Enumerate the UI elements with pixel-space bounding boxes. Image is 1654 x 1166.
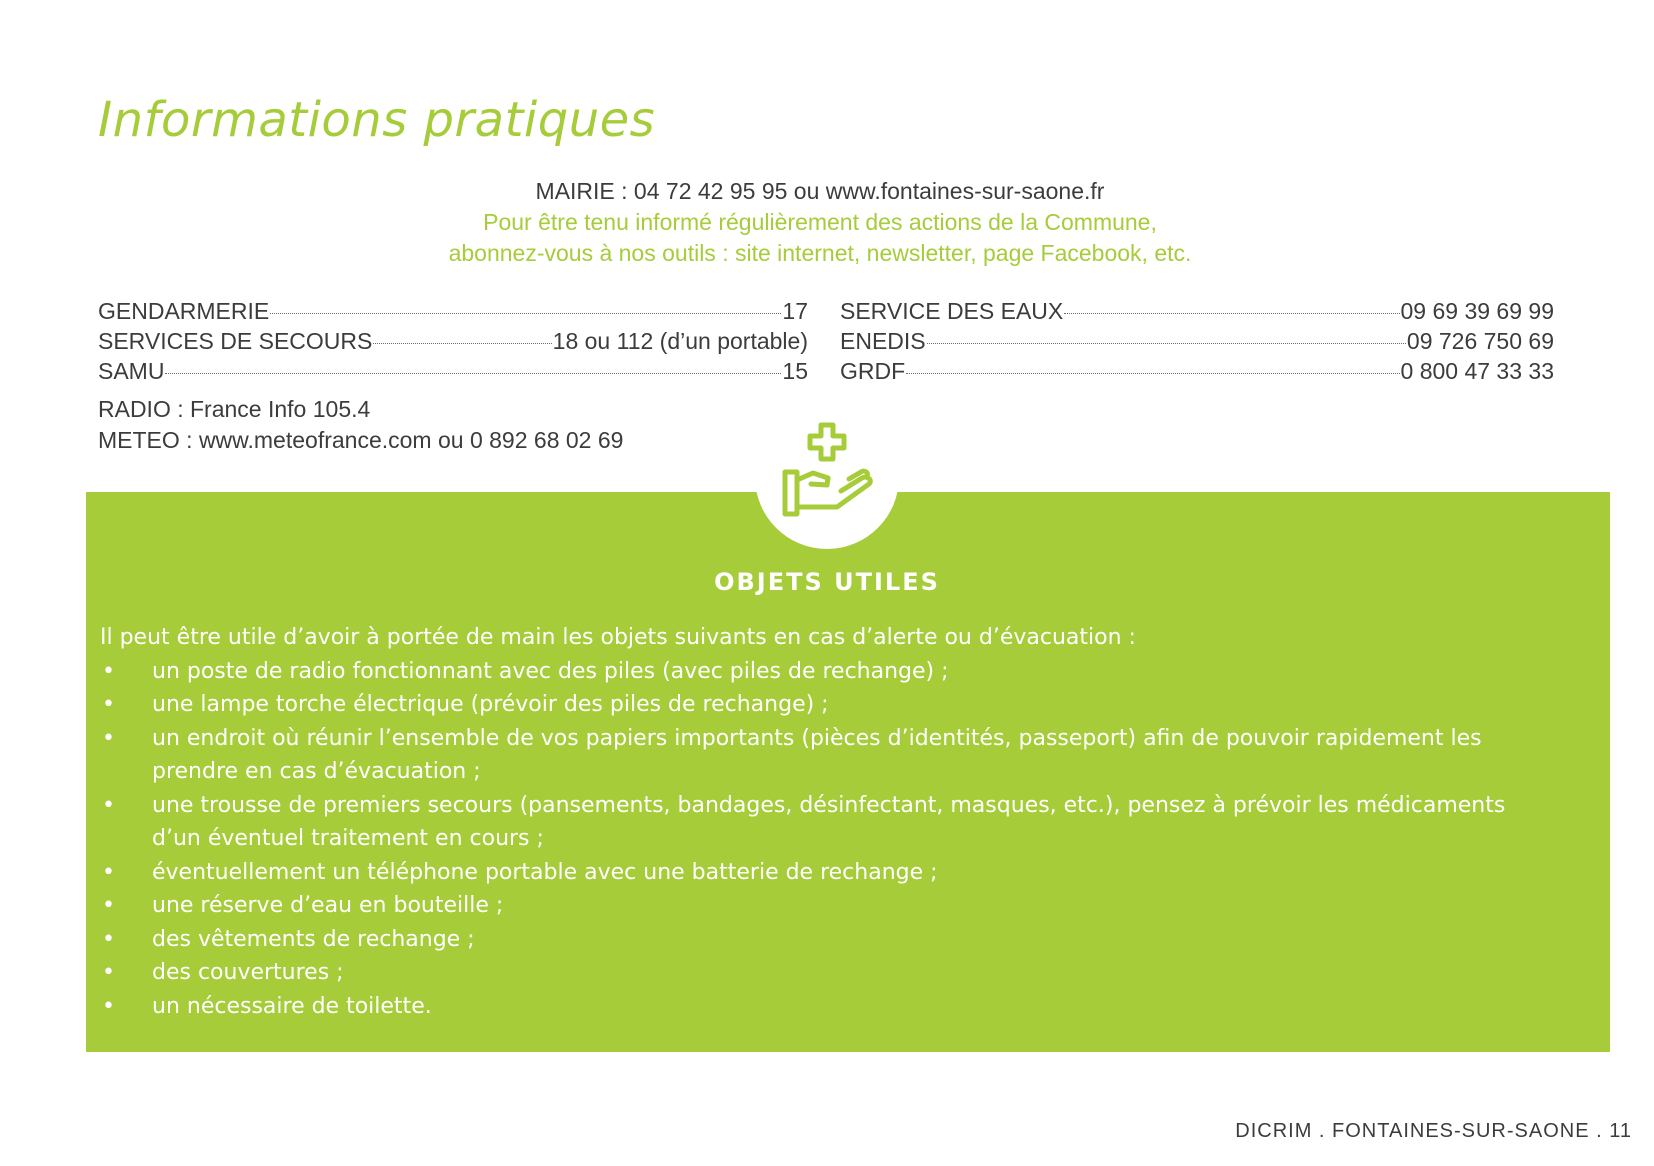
list-item bbox=[100, 688, 1560, 722]
panel-body bbox=[100, 621, 1560, 1023]
number-value: 17 bbox=[782, 298, 808, 324]
page-footer: DICRIM . FONTAINES-SUR-SAONE . 11 bbox=[1235, 1120, 1632, 1142]
emergency-numbers-left bbox=[98, 296, 808, 386]
objects-list bbox=[100, 655, 1560, 1024]
number-row bbox=[840, 356, 1554, 386]
radio-meteo-block bbox=[98, 394, 623, 456]
number-row bbox=[98, 356, 808, 386]
number-value: 09 69 39 69 99 bbox=[1400, 298, 1554, 324]
list-item bbox=[100, 722, 1560, 789]
hand-plus-icon bbox=[755, 405, 899, 549]
page-title: Informations pratiques bbox=[98, 92, 656, 148]
number-value: 15 bbox=[782, 358, 808, 384]
icon-badge bbox=[755, 405, 899, 549]
dot-leader bbox=[906, 373, 1399, 374]
dot-leader bbox=[927, 343, 1406, 344]
list-item-text: un endroit où réunir l’ensemble de vos papiers importants (pièces d’identités, passeport) afin de pouvoir rapidement les prendre en cas d’évacuation ; bbox=[152, 725, 1482, 784]
dot-leader bbox=[270, 313, 781, 314]
number-label: SAMU bbox=[98, 358, 165, 384]
dot-leader bbox=[373, 343, 551, 344]
meteo-line: METEO : www.meteofrance.com ou 0 892 68 02 69 bbox=[98, 427, 624, 453]
number-value: 09 726 750 69 bbox=[1406, 328, 1554, 354]
list-item-text: une réserve d’eau en bouteille ; bbox=[152, 893, 504, 918]
number-label: GENDARMERIE bbox=[98, 298, 270, 324]
number-label: GRDF bbox=[840, 358, 906, 384]
bullet: • bbox=[102, 926, 115, 952]
list-item bbox=[100, 655, 1560, 689]
dot-leader bbox=[165, 373, 781, 374]
number-row bbox=[98, 296, 808, 326]
list-item bbox=[100, 956, 1560, 990]
mairie-block bbox=[380, 176, 1260, 269]
bullet: • bbox=[102, 893, 115, 918]
number-label: SERVICES DE SECOURS bbox=[98, 328, 373, 354]
bullet: • bbox=[102, 859, 115, 885]
list-item-text: éventuellement un téléphone portable avec une batterie de rechange ; bbox=[152, 859, 938, 885]
number-label: ENEDIS bbox=[840, 328, 926, 354]
number-row bbox=[840, 296, 1554, 326]
number-row bbox=[840, 326, 1554, 356]
radio-line: RADIO : France Info 105.4 bbox=[98, 396, 371, 422]
number-label: SERVICE DES EAUX bbox=[840, 298, 1064, 324]
list-item-text: des couvertures ; bbox=[152, 960, 344, 985]
list-item-text: des vêtements de rechange ; bbox=[152, 926, 475, 952]
emergency-numbers-right bbox=[840, 296, 1554, 386]
bullet: • bbox=[102, 960, 115, 985]
list-item-text: un nécessaire de toilette. bbox=[152, 993, 432, 1019]
number-row bbox=[98, 326, 808, 356]
list-item-text: une lampe torche électrique (prévoir des piles de rechange) ; bbox=[152, 692, 829, 717]
info-line-2: abonnez-vous à nos outils : site internet, newsletter, page Facebook, etc. bbox=[448, 240, 1192, 266]
list-item bbox=[100, 923, 1560, 957]
list-item bbox=[100, 856, 1560, 890]
bullet: • bbox=[102, 993, 115, 1019]
bullet: • bbox=[102, 725, 115, 751]
bullet: • bbox=[102, 692, 115, 717]
list-item bbox=[100, 789, 1560, 856]
list-item-text: un poste de radio fonctionnant avec des piles (avec piles de rechange) ; bbox=[152, 658, 949, 684]
dot-leader bbox=[1064, 313, 1399, 314]
list-item bbox=[100, 889, 1560, 923]
panel-heading: OBJETS UTILES bbox=[714, 568, 940, 596]
panel-intro: Il peut être utile d’avoir à portée de main les objets suivants en cas d’alerte ou d’évacuation : bbox=[100, 625, 1136, 650]
bullet: • bbox=[102, 658, 115, 684]
list-item-text: une trousse de premiers secours (pansements, bandages, désinfectant, masques, etc.), pensez à prévoir les médicaments d’un éventuel traitement en cours ; bbox=[152, 792, 1506, 851]
number-value: 0 800 47 33 33 bbox=[1400, 358, 1554, 384]
info-line-1: Pour être tenu informé régulièrement des actions de la Commune, bbox=[483, 209, 1157, 235]
mairie-contact: MAIRIE : 04 72 42 95 95 ou www.fontaines-sur-saone.fr bbox=[535, 178, 1105, 204]
number-value: 18 ou 112 (d’un portable) bbox=[552, 328, 808, 354]
list-item bbox=[100, 990, 1560, 1024]
bullet: • bbox=[102, 792, 115, 818]
